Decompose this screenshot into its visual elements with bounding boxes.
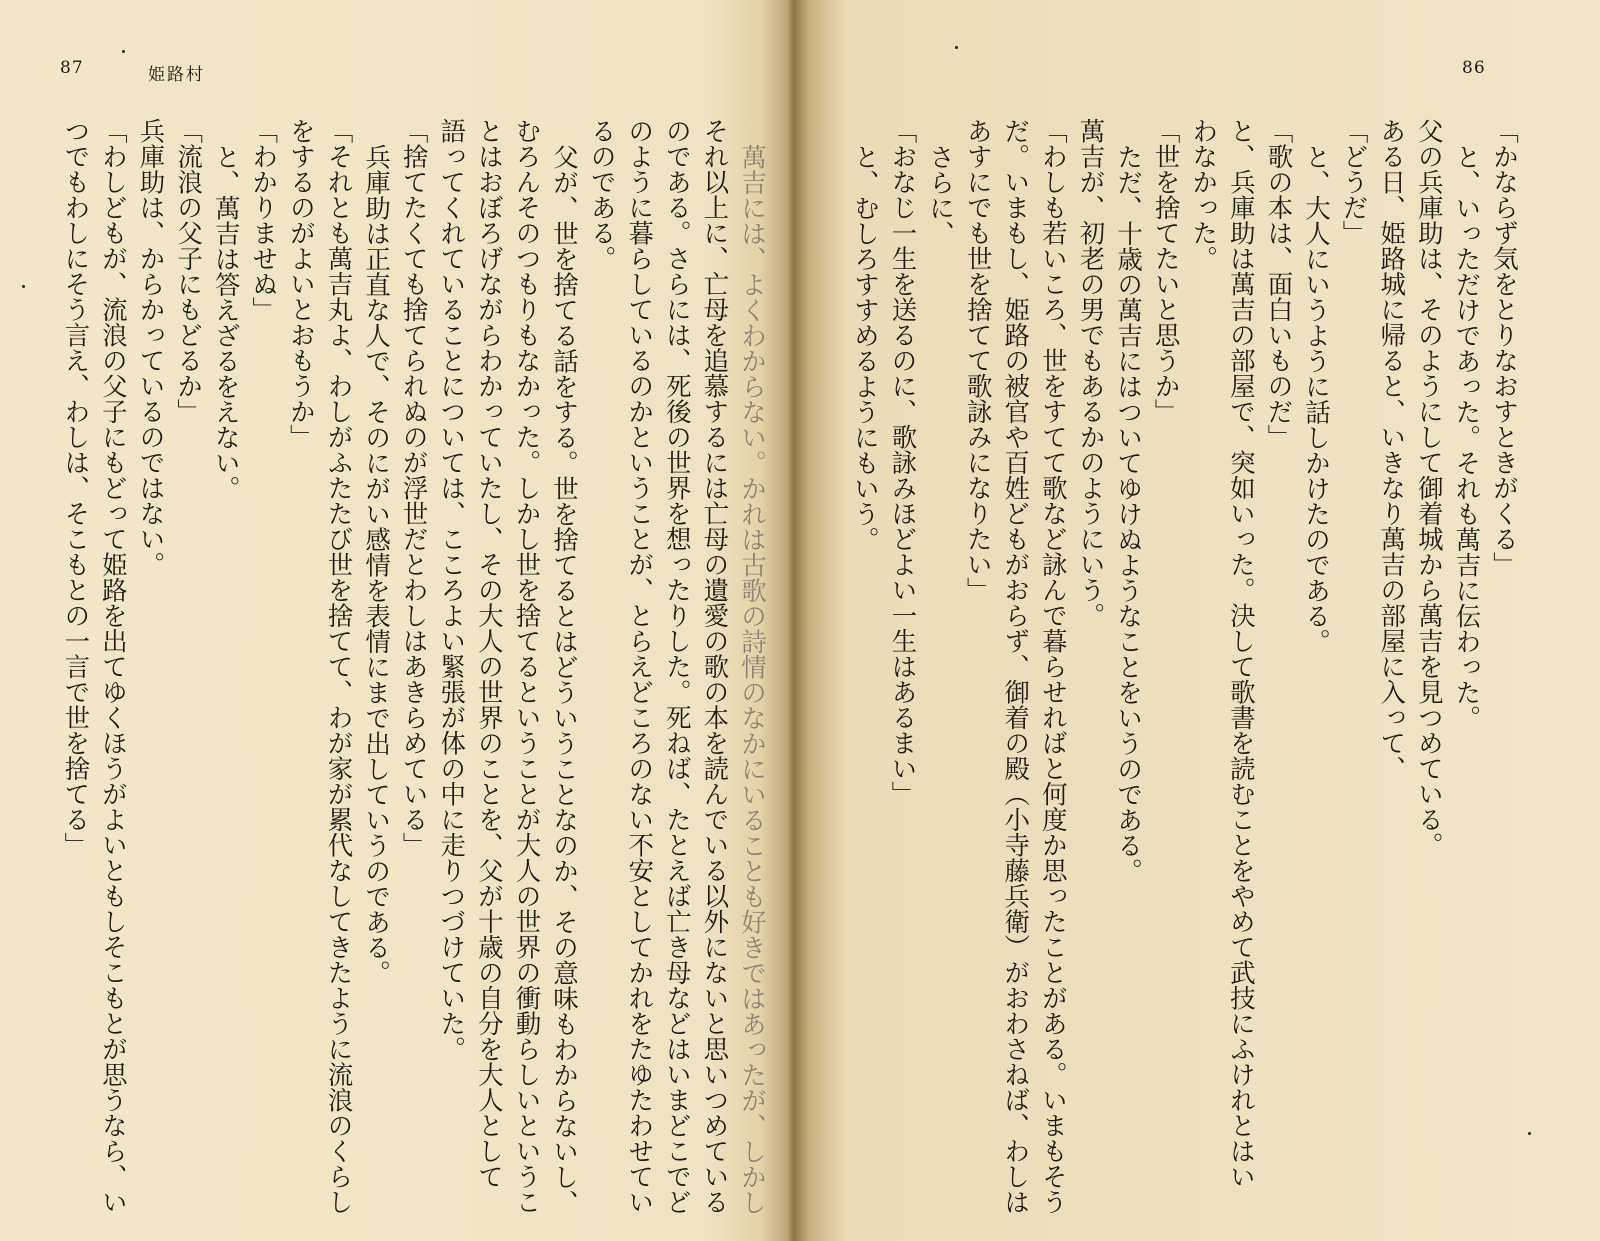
text-line: るのである。 xyxy=(586,118,617,271)
text-line: 「かならず気をとりなおすときがくる」 xyxy=(1489,118,1519,577)
text-line: わなかった。 xyxy=(1188,118,1219,271)
text-line: と、いっただけであった。それも萬吉に伝わった。 xyxy=(1451,143,1482,730)
text-line: 語ってくれていることについては、こころよい緊張が体の中に走りつづけていた。 xyxy=(436,118,467,1062)
right-page-text xyxy=(842,118,1522,1215)
text-line: と、萬吉は答えざるをえない。 xyxy=(210,143,241,501)
text-line: 「わしも若いころ、世をすてて歌など詠んで暮らせればと何度か思ったことがある。いまもそう xyxy=(1037,118,1068,1215)
text-line: 「わしどもが、流浪の父子にもどって姫路を出てゆくほうがよいともしそこもとが思うなら、い xyxy=(97,118,128,1215)
text-line: と、大人にいうように話しかけたのである。 xyxy=(1301,143,1332,654)
text-line: とはおぼろげながらわかっていたし、その大人の世界のことを、父が十歳の自分を大人として xyxy=(473,118,504,1189)
text-line: 「流浪の父子にもどるか」 xyxy=(173,118,204,424)
text-line: 萬吉が、初老の男でもあるかのようにいう。 xyxy=(1075,118,1106,628)
left-page-text xyxy=(60,118,770,1215)
text-line: 「どうだ」 xyxy=(1338,118,1369,246)
text-line: それ以上に、亡母を追慕するには亡母の遺愛の歌の本を読んでいる以外にないと思いつめている xyxy=(699,118,730,1215)
text-line: 萬吉には、よくわからない。かれは古歌の詩情のなかにいることも好きではあったが、しかし xyxy=(737,143,767,1215)
left-page-number: 87 xyxy=(60,58,84,78)
right-page-number: 86 xyxy=(1462,58,1486,78)
text-line: と、兵庫助は萬吉の部屋で、突如いった。決して歌書を読むことをやめて武技にふけれとはい xyxy=(1225,118,1256,1189)
running-head: 姫路村 xyxy=(148,65,205,85)
text-line: ある日、姫路城に帰ると、いきなり萬吉の部屋に入って、 xyxy=(1376,118,1407,781)
paper-speck xyxy=(22,285,25,288)
text-line: あすにでも世を捨てて歌詠みになりたい」 xyxy=(962,118,993,603)
text-line: 「捨てたくても捨てられぬのが浮世だとわしはあきらめている」 xyxy=(398,118,429,858)
text-line: 兵庫助は正直な人で、そのにがい感情を表情にまで出していうのである。 xyxy=(361,143,392,985)
text-line: 兵庫助は、からかっているのではない。 xyxy=(135,118,166,577)
text-line: のように暮らしているのかということが、とらえどころのない不安としてかれをたゆたわせてい xyxy=(624,118,655,1215)
text-line: 父が、世を捨てる話をする。世を捨てるとはどういうことなのか、その意味もわからないし、 xyxy=(549,143,580,1215)
text-line: 「歌の本は、面白いものだ」 xyxy=(1263,118,1294,450)
left-page xyxy=(0,0,790,1241)
text-line: 「それとも萬吉丸よ、わしがふたたび世を捨てて、わが家が累代なしてきたように流浪のくらし xyxy=(323,118,354,1215)
paper-speck xyxy=(1528,1132,1531,1135)
text-line: さらに、 xyxy=(925,143,956,246)
text-line: のである。さらには、死後の世界を想ったりした。死ねば、たとえば亡き母などはいまどこでど xyxy=(661,118,692,1215)
text-line: ただ、十歳の萬吉にはついてゆけぬようなことをいうのである。 xyxy=(1113,143,1144,883)
text-line: 「わかりませぬ」 xyxy=(248,118,279,322)
paper-speck xyxy=(955,46,958,49)
text-line: だ。いまもし、姫路の被官や百姓どもがおらず、御着の殿（小寺藤兵衛）がおわさねば、わしは xyxy=(1000,118,1031,1215)
text-line: をするのがよいとおもうか」 xyxy=(285,118,316,450)
right-page xyxy=(800,0,1600,1241)
paper-speck xyxy=(122,50,125,53)
text-line: むろんそのつもりもなかった。しかし世を捨てるということが大人の世界の衝動らしいというこ xyxy=(511,118,542,1215)
text-line: 「おなじ一生を送るのに、歌詠みほどよい一生はあるまい」 xyxy=(887,118,918,807)
text-line: 父の兵庫助は、そのようにして御着城から萬吉を見つめている。 xyxy=(1413,118,1444,858)
text-line: 「世を捨てたいと思うか」 xyxy=(1150,118,1181,424)
text-line: つでもわしにそう言え、わしは、そこもとの一言で世を捨てる」 xyxy=(60,118,91,858)
text-line: と、むしろすすめるようにもいう。 xyxy=(849,143,880,552)
